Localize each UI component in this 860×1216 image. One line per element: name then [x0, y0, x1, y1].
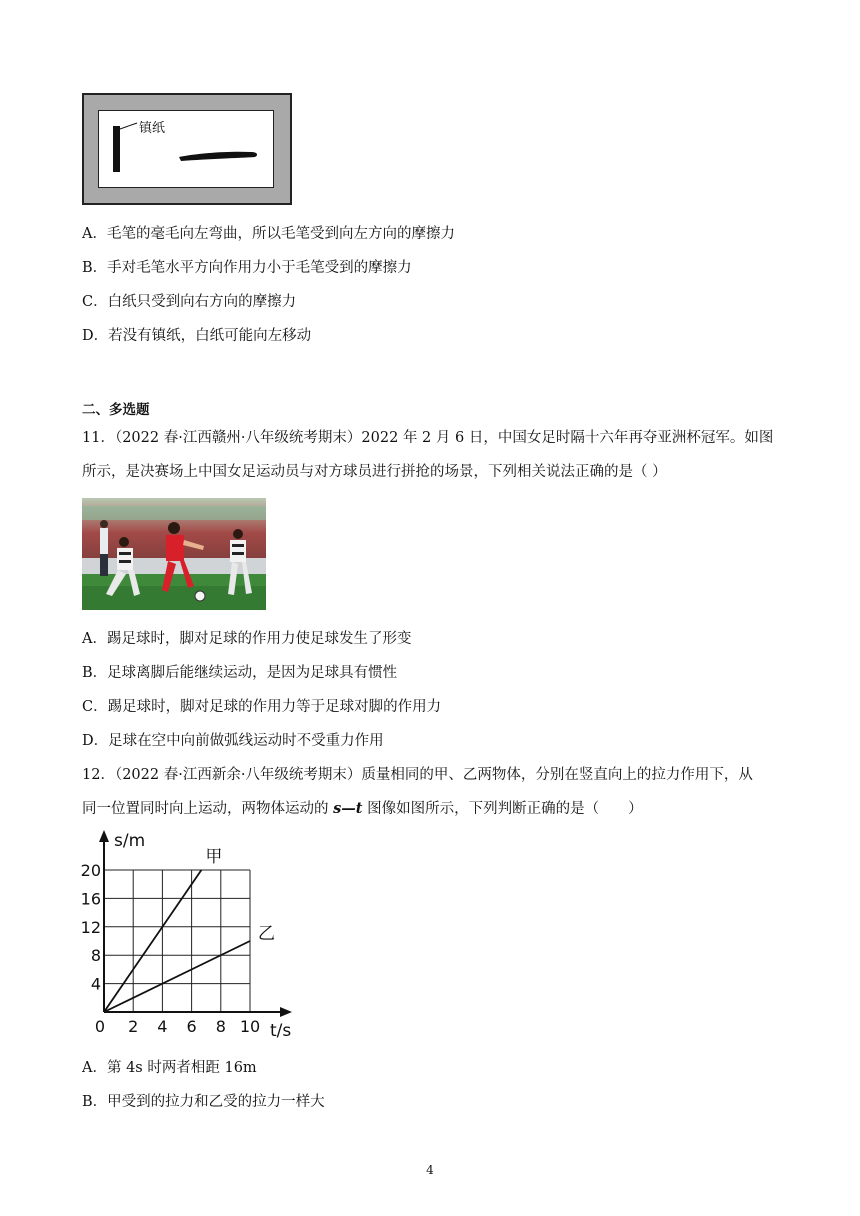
- y-tick-label: 4: [90, 974, 101, 994]
- q11-option-b: B．足球离脚后能继续运动，是因为足球具有惯性: [82, 665, 398, 681]
- st-graph: [76, 826, 306, 1044]
- white-paper: [98, 110, 274, 188]
- q12-stem-line2-post: 图像如图所示，下列判断正确的是（ ）: [362, 801, 643, 817]
- brush-stroke: [179, 152, 257, 161]
- q10-option-c: C．白纸只受到向右方向的摩擦力: [82, 294, 297, 310]
- series-line-jia: [104, 870, 201, 1012]
- paperweight-label: 镇纸: [139, 121, 166, 136]
- q12-stem-line2: [82, 799, 643, 819]
- series-label: 甲: [205, 847, 223, 867]
- y-axis-label: s/m: [114, 831, 146, 851]
- q12-option-a: A．第 4s 时两者相距 16m: [82, 1060, 257, 1076]
- q11-option-d: D．足球在空中向前做弧线运动时不受重力作用: [82, 733, 384, 749]
- x-tick-label: 6: [186, 1017, 197, 1036]
- soccer-match-photo: [82, 498, 266, 610]
- y-tick-label: 20: [80, 861, 101, 880]
- q10-option-a: A．毛笔的毫毛向左弯曲，所以毛笔受到向左方向的摩擦力: [82, 226, 455, 242]
- section-heading: 二、多选题: [82, 402, 150, 418]
- q12-option-b: B．甲受到的拉力和乙受的拉力一样大: [82, 1094, 325, 1110]
- q10-option-d: D．若没有镇纸，白纸可能向左移动: [82, 328, 312, 344]
- x-tick-label: 0: [94, 1017, 106, 1036]
- q11-stem-line2: 所示，是决赛场上中国女足运动员与对方球员进行拼抢的场景，下列相关说法正确的是（ ）: [82, 464, 667, 480]
- series-line-yi: [104, 941, 250, 1012]
- y-axis-arrow: [99, 830, 109, 842]
- q10-option-b: B．手对毛笔水平方向作用力小于毛笔受到的摩擦力: [82, 260, 412, 276]
- x-tick-label: 8: [215, 1017, 226, 1036]
- q12-stem-line2-pre: 同一位置同时向上运动，两物体运动的: [82, 801, 334, 817]
- y-tick-label: 12: [80, 917, 101, 937]
- q12-stem-line1: 12．（2022 春·江西新余·八年级统考期末）质量相同的甲、乙两物体，分别在竖直向上的拉力作用下，从: [82, 767, 753, 783]
- q11-stem-line1: 11．（2022 春·江西赣州·八年级统考期末）2022 年 2 月 6 日，中国女足时隔十六年再夺亚洲杯冠军。如图: [82, 430, 774, 446]
- x-tick-label: 10: [239, 1017, 261, 1036]
- q12-st-symbol: s—t: [333, 800, 363, 817]
- y-tick-label: 16: [80, 889, 101, 909]
- page-number: 4: [426, 1163, 434, 1177]
- y-tick-label: 8: [90, 946, 101, 966]
- x-axis-label: t/s: [270, 1021, 292, 1041]
- annotation-lines: [99, 111, 273, 187]
- q11-option-a: A．踢足球时，脚对足球的作用力使足球发生了形变: [82, 631, 412, 647]
- x-axis-arrow: [280, 1007, 292, 1017]
- x-tick-label: 4: [157, 1017, 168, 1036]
- x-tick-label: 2: [128, 1017, 139, 1036]
- q11-option-c: C．踢足球时，脚对足球的作用力等于足球对脚的作用力: [82, 699, 442, 715]
- series-label: 乙: [258, 924, 275, 944]
- paper-weight-figure: [82, 93, 292, 205]
